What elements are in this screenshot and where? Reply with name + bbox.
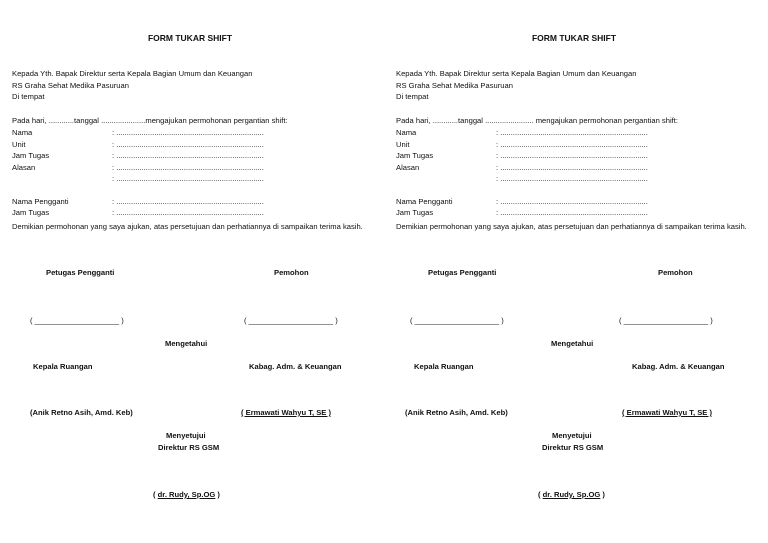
field-blank: : ......................................................................: [496, 139, 648, 149]
field-blank: : ......................................................................: [496, 128, 648, 137]
kepala-ruangan-name: (Anik Retno Asih, Amd. Keb): [405, 408, 508, 417]
mengetahui-label: Mengetahui: [165, 339, 208, 348]
direktur-label: Direktur RS GSM: [542, 443, 604, 452]
closing-text: Demikian permohonan yang saya ajukan, atas persetujuan dan perhatiannya di sampaikan terima kasih.: [396, 222, 747, 231]
kepala-ruangan-name: (Anik Retno Asih, Amd. Keb): [30, 408, 133, 417]
form-left: [10, 0, 382, 543]
field-blank: : ......................................................................: [112, 128, 264, 137]
direktur-name-line: [153, 490, 220, 499]
address-block: [396, 68, 636, 103]
signature-blank: ( ____________________ ): [410, 316, 504, 325]
field-row-unit: [396, 139, 646, 151]
form-title: FORM TUKAR SHIFT: [531, 33, 617, 43]
address-block: [12, 68, 252, 103]
kabag-name: ( Ermawati Wahyu T, SE ): [622, 408, 713, 417]
direktur-name: dr. Rudy, Sp.OG: [157, 490, 216, 499]
field-row-nama-pengganti: [12, 196, 262, 208]
field-label: Nama: [396, 128, 417, 137]
address-line: Kepada Yth. Bapak Direktur serta Kepala Bagian Umum dan Keuangan: [396, 69, 637, 78]
field-label: Jam Tugas: [396, 208, 434, 217]
field-row-jam-tugas-pengganti: [396, 207, 646, 219]
direktur-label: Direktur RS GSM: [158, 443, 220, 452]
kabag-label: Kabag. Adm. & Keuangan: [632, 362, 725, 371]
field-row-alasan-cont: [12, 173, 262, 185]
form-right: [394, 0, 766, 543]
field-blank: : ......................................................................: [496, 208, 648, 217]
field-row-alasan: [396, 162, 646, 174]
field-label: Nama Pengganti: [396, 196, 453, 206]
field-row-unit: [12, 139, 262, 151]
field-row-nama: [396, 127, 646, 139]
paren-close: ): [215, 490, 220, 499]
direktur-name-line: [538, 490, 605, 499]
petugas-pengganti-label: Petugas Pengganti: [46, 268, 115, 277]
field-row-jam-tugas: [396, 150, 646, 162]
paren-close: ): [600, 490, 605, 499]
field-label: Unit: [12, 139, 26, 149]
field-blank: : ......................................................................: [112, 139, 264, 149]
direktur-name: dr. Rudy, Sp.OG: [542, 490, 601, 499]
paren-open: (: [538, 490, 543, 499]
pemohon-label: Pemohon: [658, 268, 693, 277]
field-label: Nama: [12, 128, 33, 137]
field-label: Jam Tugas: [12, 151, 50, 160]
field-label: Jam Tugas: [396, 151, 434, 160]
address-line: Di tempat: [12, 92, 45, 102]
field-row-nama: [12, 127, 262, 139]
field-label: Unit: [396, 139, 410, 149]
paren-open: (: [153, 490, 158, 499]
pemohon-label: Pemohon: [274, 268, 309, 277]
kepala-ruangan-label: Kepala Ruangan: [33, 362, 93, 371]
field-row-jam-tugas-pengganti: [12, 207, 262, 219]
field-blank: : ......................................................................: [496, 174, 648, 183]
menyetujui-label: Menyetujui: [552, 431, 592, 440]
field-blank: : ......................................................................: [112, 174, 264, 183]
field-label: Alasan: [396, 162, 420, 172]
signature-blank: ( ____________________ ): [619, 316, 713, 325]
kepala-ruangan-label: Kepala Ruangan: [414, 362, 474, 371]
field-row-nama-pengganti: [396, 196, 646, 208]
form-title: FORM TUKAR SHIFT: [147, 33, 233, 43]
menyetujui-label: Menyetujui: [166, 431, 206, 440]
field-blank: : ......................................................................: [112, 162, 264, 172]
signature-blank: ( ____________________ ): [30, 316, 124, 325]
kabag-label: Kabag. Adm. & Keuangan: [249, 362, 342, 371]
field-blank: : ......................................................................: [112, 208, 264, 217]
intro-text: Pada hari, ............tanggal .....................mengajukan permohonan pergantian shift:: [12, 116, 288, 125]
field-blank: : ......................................................................: [496, 196, 648, 206]
address-line: RS Graha Sehat Medika Pasuruan: [12, 80, 129, 90]
field-blank: : ......................................................................: [496, 162, 648, 172]
field-list: [396, 127, 646, 219]
mengetahui-label: Mengetahui: [551, 339, 594, 348]
kabag-name: ( Ermawati Wahyu T, SE ): [241, 408, 332, 417]
address-line: Di tempat: [396, 92, 429, 102]
intro-text: Pada hari, ............tanggal ....................... mengajukan permohonan pergantian shift:: [396, 116, 678, 125]
field-row-alasan: [12, 162, 262, 174]
signature-blank: ( ____________________ ): [244, 316, 338, 325]
field-blank: : ......................................................................: [496, 151, 648, 160]
address-line: Kepada Yth. Bapak Direktur serta Kepala Bagian Umum dan Keuangan: [12, 69, 253, 78]
field-blank: : ......................................................................: [112, 196, 264, 206]
field-label: Jam Tugas: [12, 208, 50, 217]
field-row-alasan-cont: [396, 173, 646, 185]
field-label: Alasan: [12, 162, 36, 172]
field-label: Nama Pengganti: [12, 196, 69, 206]
petugas-pengganti-label: Petugas Pengganti: [428, 268, 497, 277]
address-line: RS Graha Sehat Medika Pasuruan: [396, 80, 513, 90]
closing-text: Demikian permohonan yang saya ajukan, atas persetujuan dan perhatiannya di sampaikan terima kasih.: [12, 222, 363, 231]
field-list: [12, 127, 262, 219]
field-row-jam-tugas: [12, 150, 262, 162]
field-blank: : ......................................................................: [112, 151, 264, 160]
